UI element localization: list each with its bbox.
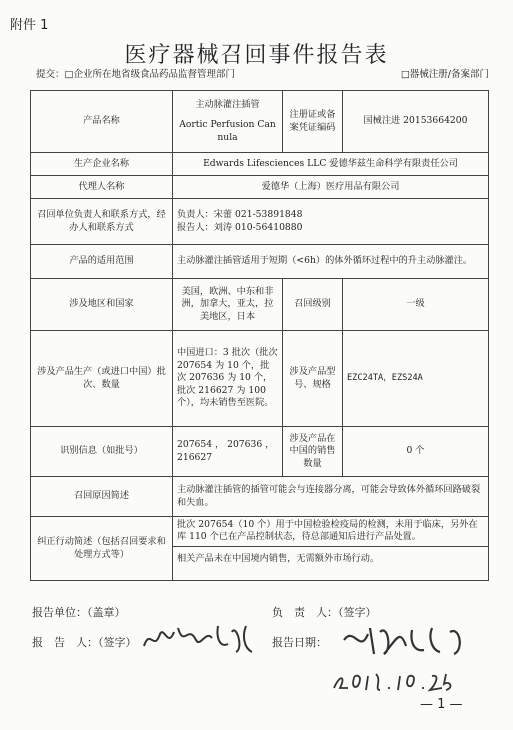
model: EZC24TA，EZS24A (343, 331, 489, 427)
id: 207654 ， 207636 ， 216627 (173, 427, 283, 477)
level: 一级 (343, 279, 489, 331)
product-name-label: 产品名称 (31, 91, 173, 153)
product-name-cell (173, 91, 283, 153)
attachment-label: 附件 1 (10, 18, 49, 33)
id-label: 识别信息（如批号） (31, 427, 173, 477)
action-line-2: 相关产品未在中国境内销售，无需额外市场行动。 (177, 552, 380, 564)
scope: 主动脉灌注插管适用于短期（<6h）的体外循环过程中的升主动脉灌注。 (173, 245, 489, 279)
table-row (31, 331, 489, 427)
model-label: 涉及产品型号、规格 (283, 331, 343, 427)
product-name-cn: 主动脉灌注插管 (195, 98, 260, 110)
table-row (31, 245, 489, 279)
table-row (31, 279, 489, 331)
sales-label: 涉及产品在中国的销售数量 (283, 427, 343, 477)
sales: 0 个 (343, 427, 489, 477)
submit-left: 提交：□企业所在地省级食品药品监督管理部门 (36, 69, 235, 80)
table-row (31, 477, 489, 517)
submit-right: □器械注册/备案部门 (400, 69, 489, 80)
contact-reporter: 报告人：刘涛 010-56410880 (177, 221, 303, 233)
region-label: 涉及地区和国家 (31, 279, 173, 331)
owner-signature (340, 620, 480, 660)
report-table (30, 90, 489, 581)
reg-no: 国械注进 20153664200 (343, 91, 489, 153)
contact-cell (173, 199, 489, 245)
reporter-signature (140, 618, 270, 658)
table-row (31, 427, 489, 477)
agent: 爱德华（上海）医疗用品有限公司 (173, 176, 489, 199)
action-label: 纠正行动简述（包括召回要求和处理方式等） (31, 517, 173, 581)
table-row (31, 153, 489, 176)
action-cell (173, 517, 489, 581)
agent-label: 代理人名称 (31, 176, 173, 199)
table-row (31, 176, 489, 199)
owner-signature-label: 负 责 人：（签字） (272, 606, 377, 619)
action-line-1: 批次 207654（10 个）用于中国检验检疫局的检测，未用于临床，另外在库 110 个已在产品控制状态，待总部通知后进行产品处置。 (173, 517, 488, 547)
contact-owner: 负责人：宋蕾 021-53891848 (177, 209, 303, 221)
scope-label: 产品的适用范围 (31, 245, 173, 279)
reason-label: 召回原因简述 (31, 477, 173, 517)
batch: 中国进口：3 批次（批次 207654 为 10 个，批次 207636 为 10 个，批次 216627 为 100 个），均未销售至医院。 (173, 331, 283, 427)
reporter-label: 报 告 人：（签字） (32, 636, 137, 649)
reason: 主动脉灌注插管的插管可能会与连接器分离，可能会导致体外循环回路破裂和失血。 (173, 477, 489, 517)
manufacturer-label: 生产企业名称 (31, 153, 173, 176)
table-row (31, 517, 489, 581)
product-name-en: Aortic Perfusion Cannula (179, 119, 276, 143)
contact-label: 召回单位负责人和联系方式，经办人和联系方式 (31, 199, 173, 245)
manufacturer: Edwards Lifesciences LLC 爱德华兹生命科学有限责任公司 (173, 153, 489, 176)
batch-label: 涉及产品生产（或进口中国）批次、数量 (31, 331, 173, 427)
handwritten-date (330, 668, 460, 694)
level-label: 召回级别 (283, 279, 343, 331)
report-unit: 报告单位：（盖章） (32, 606, 126, 619)
report-date-label: 报告日期： (272, 636, 327, 649)
page-title: 医疗器械召回事件报告表 (124, 43, 389, 68)
region: 美国，欧洲、中东和非洲，加拿大，亚太，拉美地区，日本 (173, 279, 283, 331)
page-number: — 1 — (420, 697, 463, 712)
submit-line (36, 66, 489, 80)
table-row (31, 199, 489, 245)
table-row (31, 91, 489, 153)
reg-no-label: 注册证或备案凭证编码 (283, 91, 343, 153)
